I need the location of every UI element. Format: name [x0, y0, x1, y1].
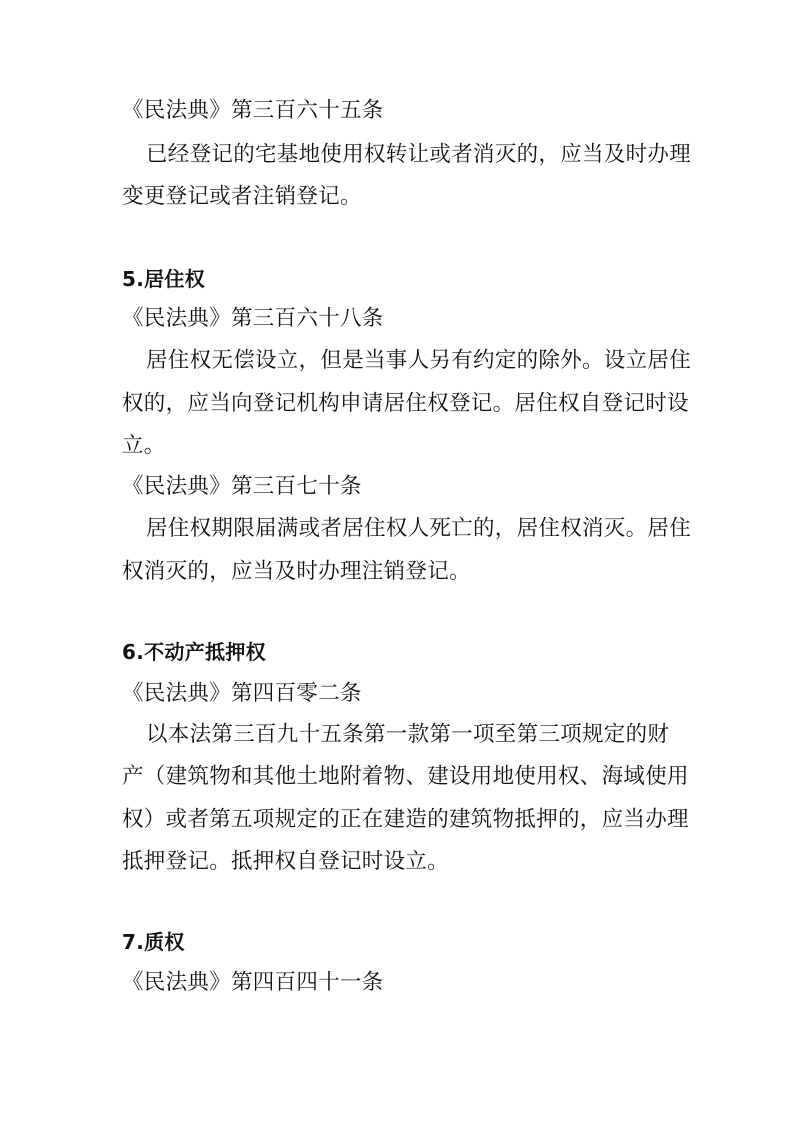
article-text-line: 立。: [122, 433, 166, 458]
article-text-line: 权）或者第五项规定的正在建造的建筑物抵押的，应当办理: [122, 807, 689, 832]
section-heading-pledge: 7.质权: [122, 930, 185, 954]
article-text-line: 权的，应当向登记机构申请居住权登记。居住权自登记时设: [122, 391, 689, 416]
article-text-line: 已经登记的宅基地使用权转让或者消灭的，应当及时办理: [146, 142, 692, 167]
article-text-line: 产（建筑物和其他土地附着物、建设用地使用权、海域使用: [122, 764, 689, 789]
article-title-402: 《民法典》第四百零二条: [122, 681, 362, 706]
article-title-368: 《民法典》第三百六十八条: [122, 306, 384, 331]
article-text-line: 居住权期限届满或者居住权人死亡的，居住权消灭。居住: [146, 516, 692, 541]
section-heading-residence-right: 5.居住权: [122, 267, 206, 291]
article-text-line: 抵押登记。抵押权自登记时设立。: [122, 849, 450, 874]
article-title-370: 《民法典》第三百七十条: [122, 474, 362, 499]
article-text-line: 变更登记或者注销登记。: [122, 184, 362, 209]
article-text-line: 居住权无偿设立，但是当事人另有约定的除外。设立居住: [146, 348, 692, 373]
section-heading-mortgage: 6.不动产抵押权: [122, 640, 266, 664]
article-title-441: 《民法典》第四百四十一条: [122, 970, 384, 995]
article-text-line: 以本法第三百九十五条第一款第一项至第三项规定的财: [146, 722, 670, 747]
article-title-365: 《民法典》第三百六十五条: [122, 98, 384, 123]
article-text-line: 权消灭的，应当及时办理注销登记。: [122, 559, 471, 584]
